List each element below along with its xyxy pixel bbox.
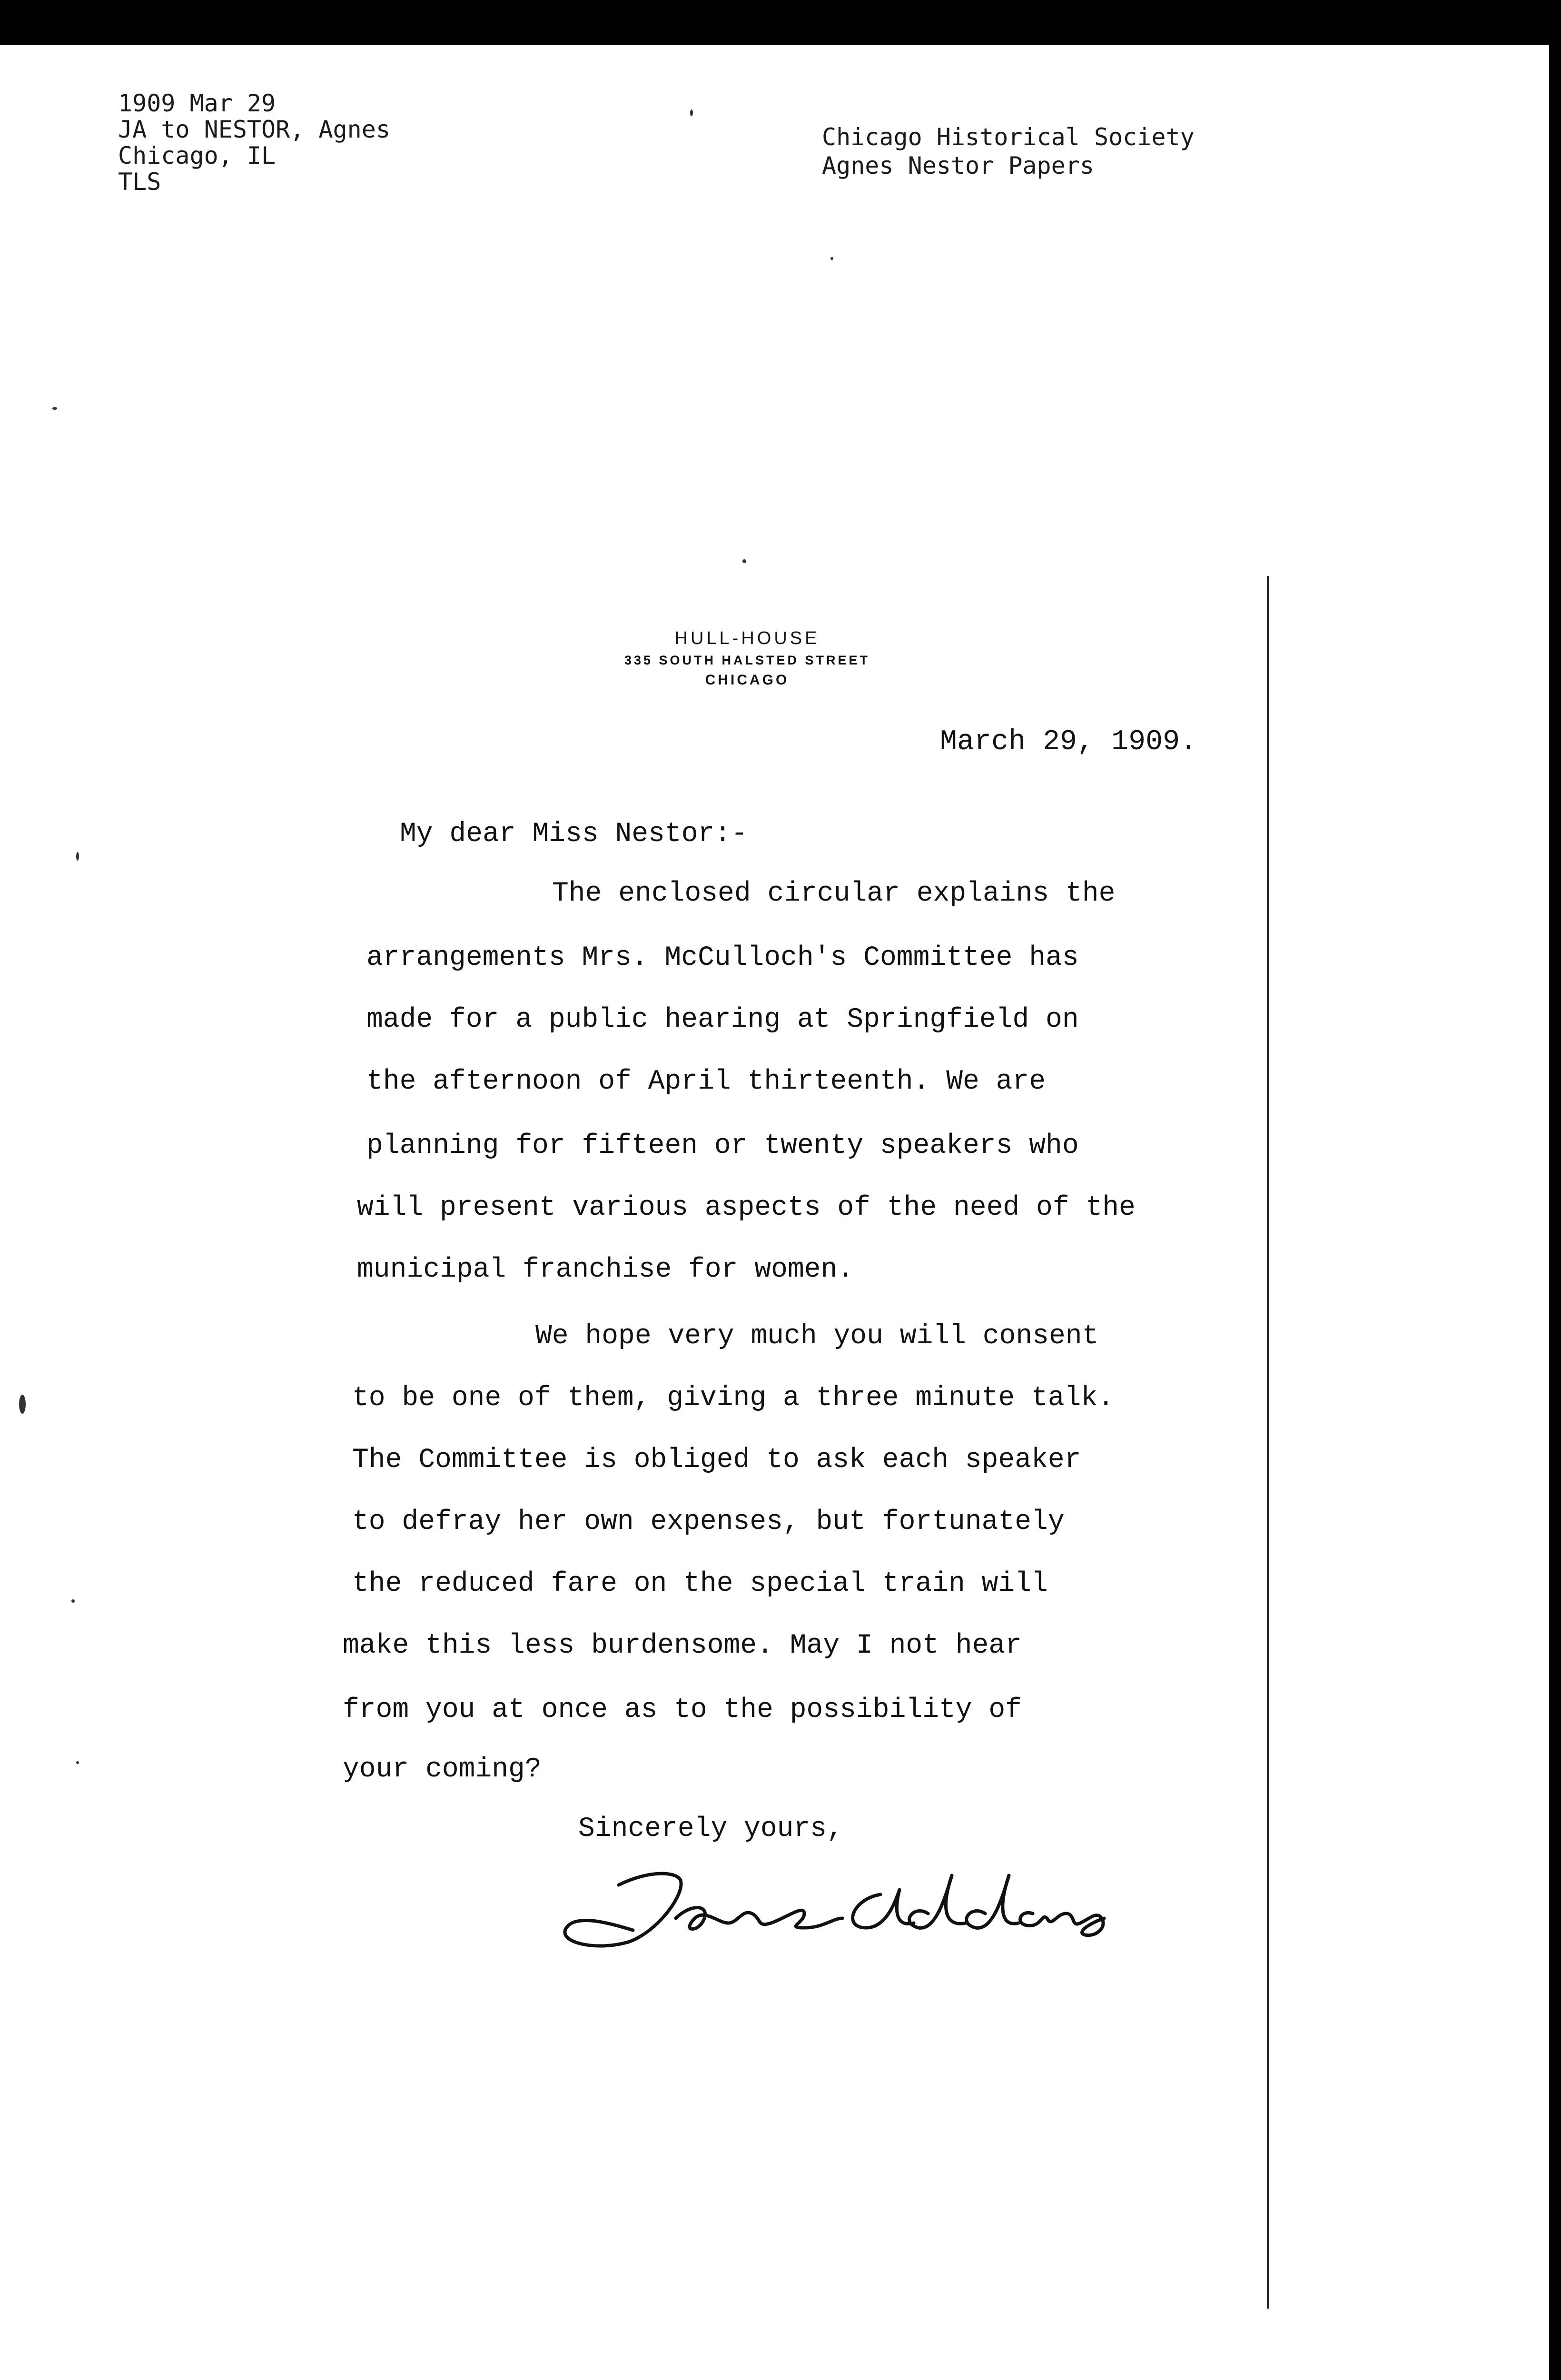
body-line: from you at once as to the possibility of (343, 1695, 1022, 1726)
scan-speck (690, 109, 693, 116)
scan-speck (830, 257, 833, 260)
body-line: We hope very much you will consent (535, 1321, 1099, 1352)
salutation: My dear Miss Nestor:- (400, 819, 748, 850)
scan-speck (71, 1599, 75, 1603)
body-line: will present various aspects of the need of the (357, 1192, 1136, 1223)
body-line: your coming? (343, 1754, 542, 1785)
letterhead-name: HULL-HOUSE (674, 628, 820, 648)
scan-speck (742, 559, 746, 563)
scan-border-top (0, 0, 1561, 45)
scan-speck (76, 852, 79, 861)
body-line: planning for fifteen or twenty speakers who (366, 1130, 1079, 1161)
archive-citation (118, 90, 390, 195)
body-line: the reduced fare on the special train will (352, 1568, 1048, 1599)
archive-repository (822, 123, 1195, 180)
archive-place: Chicago, IL (118, 142, 276, 169)
letterhead-address: 335 SOUTH HALSTED STREET (624, 653, 870, 667)
archive-correspondents: JA to NESTOR, Agnes (118, 116, 390, 143)
scan-border-right (1549, 0, 1561, 2380)
letterhead (485, 626, 1009, 691)
body-line: The enclosed circular explains the (552, 878, 1116, 909)
archive-date: 1909 Mar 29 (118, 89, 276, 117)
collection-name: Agnes Nestor Papers (822, 152, 1094, 179)
scan-speck (76, 1761, 79, 1764)
signature (538, 1852, 1118, 1961)
body-line: to be one of them, giving a three minute talk. (352, 1383, 1115, 1414)
scan-speck (19, 1395, 26, 1414)
closing: Sincerely yours, (578, 1814, 843, 1844)
body-line: municipal franchise for women. (357, 1254, 854, 1285)
body-line: make this less burdensome. May I not hear (343, 1630, 1022, 1661)
repository-name: Chicago Historical Society (822, 123, 1195, 151)
body-line: the afternoon of April thirteenth. We are (366, 1066, 1046, 1097)
archive-doc-type: TLS (118, 168, 161, 196)
page-edge-rule (1267, 576, 1269, 2309)
body-line: The Committee is obliged to ask each speaker (352, 1445, 1081, 1476)
letter-date: March 29, 1909. (940, 726, 1197, 758)
body-line: to defray her own expenses, but fortunately (352, 1507, 1065, 1537)
scan-speck (52, 407, 57, 410)
body-line: arrangements Mrs. McCulloch's Committee has (366, 942, 1079, 973)
body-line: made for a public hearing at Springfield on (366, 1004, 1079, 1035)
letterhead-city: CHICAGO (705, 672, 790, 688)
